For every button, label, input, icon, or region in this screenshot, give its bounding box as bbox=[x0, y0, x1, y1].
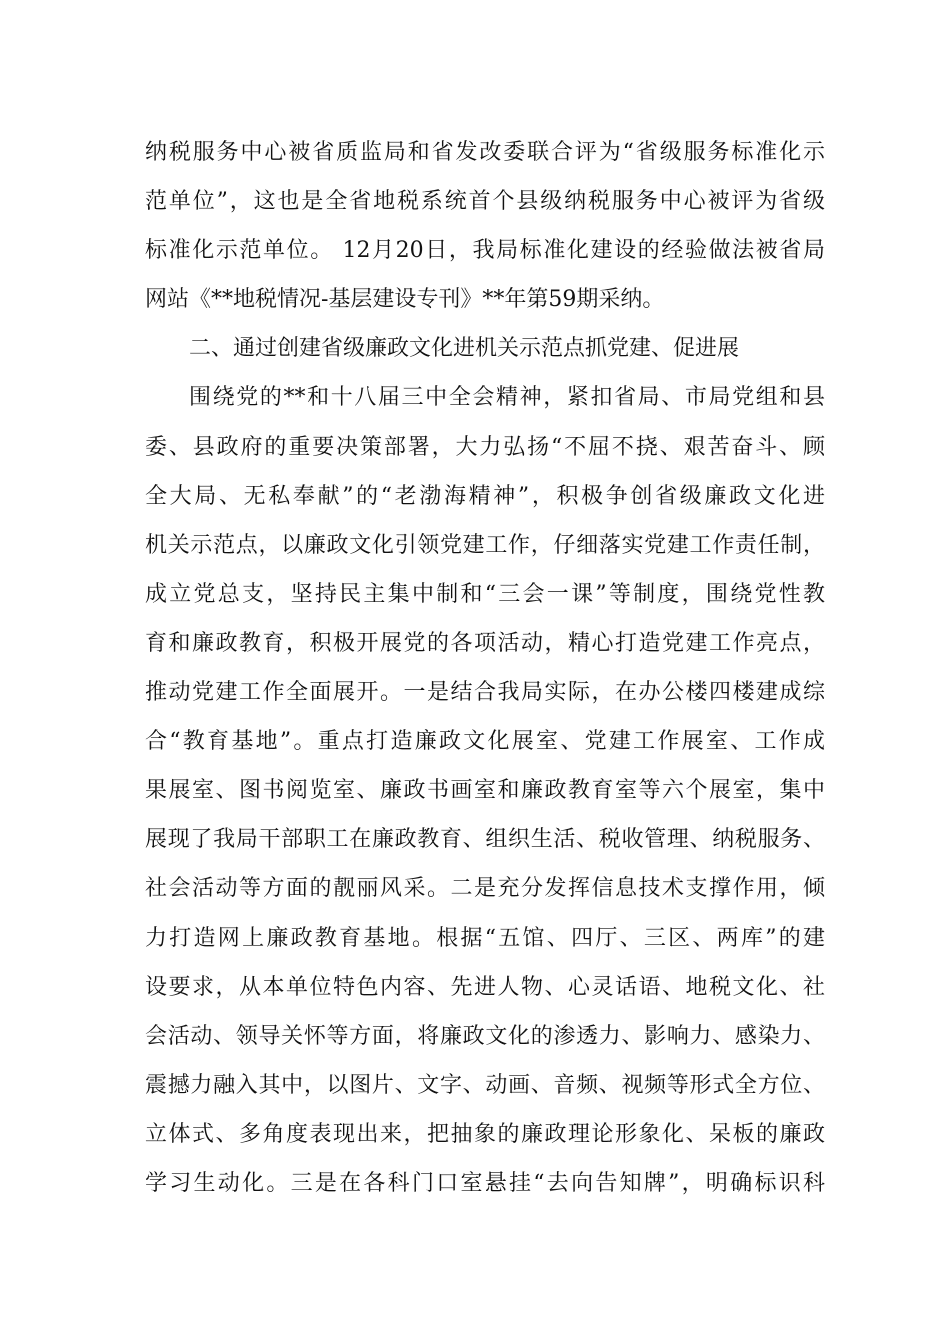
text-line: 合“教育基地”。重点打造廉政文化展室、党建工作展室、工作成 bbox=[145, 729, 825, 755]
section-heading: 二、通过创建省级廉政文化进机关示范点抓党建、促进展 bbox=[189, 336, 740, 362]
text-line: 全大局、无私奉献”的“老渤海精神”，积极争创省级廉政文化进 bbox=[145, 483, 825, 509]
text-line: 纳税服务中心被省质监局和省发改委联合评为“省级服务标准化示 bbox=[145, 140, 825, 165]
text-line: 社会活动等方面的靓丽风采。二是充分发挥信息技术支撑作用，倾 bbox=[145, 876, 825, 902]
text-line: 果展室、图书阅览室、廉政书画室和廉政教育室等六个展室，集中 bbox=[145, 778, 825, 804]
text-line: 推动党建工作全面展开。一是结合我局实际，在办公楼四楼建成综 bbox=[145, 680, 825, 706]
text-line: 力打造网上廉政教育基地。根据“五馆、四厅、三区、两库”的建 bbox=[145, 925, 825, 951]
text-line: 育和廉政教育，积极开展党的各项活动，精心打造党建工作亮点， bbox=[145, 630, 825, 656]
text-line: 成立党总支，坚持民主集中制和“三会一课”等制度，围绕党性教 bbox=[145, 581, 825, 607]
text-line: 设要求，从本单位特色内容、先进人物、心灵话语、地税文化、社 bbox=[145, 974, 825, 1000]
text-line: 学习生动化。三是在各科门口室悬挂“去向告知牌”，明确标识科 bbox=[145, 1170, 825, 1196]
text-line: 网站《**地税情况-基层建设专刊》**年第59期采纳。 bbox=[145, 287, 665, 313]
text-line: 范单位”，这也是全省地税系统首个县级纳税服务中心被评为省级 bbox=[145, 189, 825, 215]
text-line: 震撼力融入其中，以图片、文字、动画、音频、视频等形式全方位、 bbox=[145, 1072, 825, 1098]
text-line: 机关示范点，以廉政文化引领党建工作，仔细落实党建工作责任制， bbox=[145, 532, 825, 558]
text-line: 会活动、领导关怀等方面，将廉政文化的渗透力、影响力、感染力、 bbox=[145, 1023, 825, 1049]
text-line: 展现了我局干部职工在廉政教育、组织生活、税收管理、纳税服务、 bbox=[145, 827, 825, 853]
text-line: 委、县政府的重要决策部署，大力弘扬“不屈不挠、艰苦奋斗、顾 bbox=[145, 434, 825, 460]
text-line: 立体式、多角度表现出来，把抽象的廉政理论形象化、呆板的廉政 bbox=[145, 1121, 825, 1147]
text-line: 标准化示范单位。 12月20日，我局标准化建设的经验做法被省局 bbox=[145, 238, 825, 264]
text-line: 围绕党的**和十八届三中全会精神，紧扣省局、市局党组和县 bbox=[189, 385, 825, 411]
body-text bbox=[145, 131, 825, 1211]
